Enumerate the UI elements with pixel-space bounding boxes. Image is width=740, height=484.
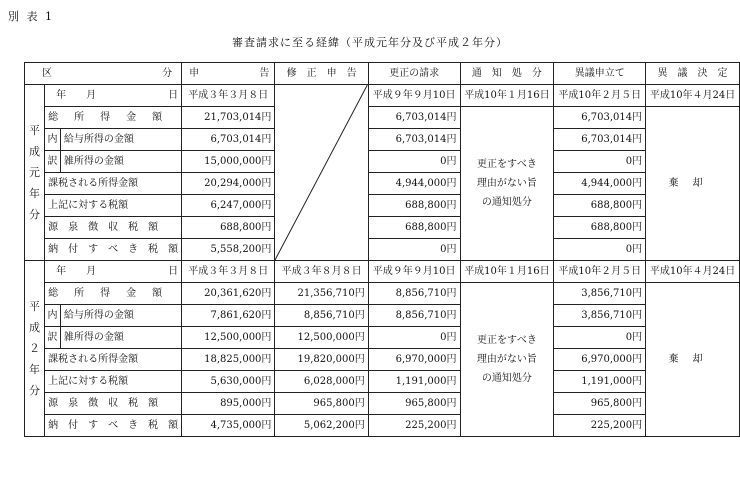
p2-shusei-tax: 6,028,000円	[275, 371, 368, 393]
header-row	[25, 63, 740, 85]
p2-withholding-label: 源 泉 徴 収 税 額	[45, 393, 182, 415]
p2-shinkoku-misc: 12,500,000円	[182, 327, 275, 349]
p1-shinkoku-tax: 6,247,000円	[182, 195, 275, 217]
p1-kousei-salary: 6,703,014円	[368, 129, 460, 151]
p2-period-label: 平 成 ２ 年 分	[25, 261, 45, 437]
p1-payable-label: 納 付 す べ き 税 額	[45, 239, 182, 261]
p2-salary-row	[25, 305, 740, 327]
p1-date-label: 年 月 日	[45, 85, 182, 107]
p2-kousei-withholding: 965,800円	[368, 393, 460, 415]
header-kubun	[25, 63, 182, 85]
p1-payable-row	[25, 239, 740, 261]
p2-shusei-date: 平成３年８月８日	[275, 261, 368, 283]
p1-salary-label: 給与所得の金額	[60, 129, 181, 151]
p2-igi-date: 平成10年２月５日	[554, 261, 646, 283]
p1-kousei-withholding: 688,800円	[368, 217, 460, 239]
p2-kettei-date: 平成10年４月24日	[646, 261, 740, 283]
header-tsuchi: 通 知 処 分	[460, 63, 554, 85]
p1-kousei-payable: 0円	[368, 239, 460, 261]
p1-total-income-row	[25, 107, 740, 129]
p2-notice: 更正をすべき 理由がない旨 の通知処分	[460, 283, 554, 437]
p2-total-income-label: 総 所 得 金 額	[45, 283, 182, 305]
header-igi: 異議申立て	[554, 63, 646, 85]
p1-kousei-total: 6,703,014円	[368, 107, 460, 129]
history-table	[24, 62, 740, 437]
p2-taxable-row	[25, 349, 740, 371]
p2-tsuchi-date: 平成10年１月16日	[460, 261, 554, 283]
p1-kettei-date: 平成10年４月24日	[646, 85, 740, 107]
p2-shusei-total: 21,356,710円	[275, 283, 368, 305]
p2-shinkoku-date: 平成３年３月８日	[182, 261, 275, 283]
p1-shinkoku-withholding: 688,800円	[182, 217, 275, 239]
p1-tax-row	[25, 195, 740, 217]
p2-date-label: 年 月 日	[45, 261, 182, 283]
p2-misc-row	[25, 327, 740, 349]
p1-shusei-blank	[275, 85, 368, 261]
p2-kousei-tax: 1,191,000円	[368, 371, 460, 393]
p1-shinkoku-date: 平成３年３月８日	[182, 85, 275, 107]
p2-igi-tax: 1,191,000円	[554, 371, 646, 393]
p2-payable-label: 納 付 す べ き 税 額	[45, 415, 182, 437]
p2-kousei-salary: 8,856,710円	[368, 305, 460, 327]
p1-taxable-row	[25, 173, 740, 195]
p2-kousei-total: 8,856,710円	[368, 283, 460, 305]
header-shinkoku-left: 申	[189, 67, 200, 79]
p1-shinkoku-misc: 15,000,000円	[182, 151, 275, 173]
p1-date-row	[25, 85, 740, 107]
p1-igi-date: 平成10年２月５日	[554, 85, 646, 107]
p1-total-income-label: 総 所 得 金 額	[45, 107, 182, 129]
header-kubun-left: 区	[42, 67, 52, 79]
p1-kousei-tax: 688,800円	[368, 195, 460, 217]
p2-shinkoku-salary: 7,861,620円	[182, 305, 275, 327]
p2-date-row	[25, 261, 740, 283]
p2-igi-misc: 0円	[554, 327, 646, 349]
p1-igi-salary: 6,703,014円	[554, 129, 646, 151]
p1-withholding-label: 源 泉 徴 収 税 額	[45, 217, 182, 239]
p2-kousei-taxable: 6,970,000円	[368, 349, 460, 371]
header-shusei: 修 正 申 告	[275, 63, 368, 85]
p1-tsuchi-date: 平成10年１月16日	[460, 85, 554, 107]
p2-shinkoku-taxable: 18,825,000円	[182, 349, 275, 371]
p2-withholding-row	[25, 393, 740, 415]
p2-tax-row	[25, 371, 740, 393]
p1-igi-tax: 688,800円	[554, 195, 646, 217]
p1-misc-row	[25, 151, 740, 173]
p1-taxable-label: 課税される所得金額	[45, 173, 182, 195]
p2-salary-label: 給与所得の金額	[60, 305, 181, 327]
p2-taxable-label: 課税される所得金額	[45, 349, 182, 371]
header-kettei: 異 議 決 定	[646, 63, 740, 85]
p1-igi-withholding: 688,800円	[554, 217, 646, 239]
p1-salary-row	[25, 129, 740, 151]
p2-igi-salary: 3,856,710円	[554, 305, 646, 327]
p2-shinkoku-withholding: 895,000円	[182, 393, 275, 415]
p2-shusei-salary: 8,856,710円	[275, 305, 368, 327]
p2-igi-withholding: 965,800円	[554, 393, 646, 415]
p1-kousei-misc: 0円	[368, 151, 460, 173]
p2-igi-total: 3,856,710円	[554, 283, 646, 305]
p1-notice: 更正をすべき 理由がない旨 の通知処分	[460, 107, 554, 261]
p2-misc-label: 雑所得の金額	[60, 327, 181, 349]
p2-uchi: 内	[45, 305, 61, 327]
p1-shinkoku-total: 21,703,014円	[182, 107, 275, 129]
p1-igi-payable: 0円	[554, 239, 646, 261]
p1-igi-total: 6,703,014円	[554, 107, 646, 129]
p2-shusei-taxable: 19,820,000円	[275, 349, 368, 371]
p1-shinkoku-salary: 6,703,014円	[182, 129, 275, 151]
p2-kousei-date: 平成９年９月10日	[368, 261, 460, 283]
header-kousei: 更正の請求	[368, 63, 460, 85]
p1-kousei-taxable: 4,944,000円	[368, 173, 460, 195]
p2-kousei-payable: 225,200円	[368, 415, 460, 437]
diagonal-line	[275, 85, 367, 260]
header-kubun-right: 分	[162, 67, 173, 79]
p2-igi-taxable: 6,970,000円	[554, 349, 646, 371]
p2-shusei-misc: 12,500,000円	[275, 327, 368, 349]
appendix-label: 別 表 1	[8, 10, 54, 23]
p1-tax-label: 上記に対する税額	[45, 195, 182, 217]
p2-tax-label: 上記に対する税額	[45, 371, 182, 393]
p2-shinkoku-total: 20,361,620円	[182, 283, 275, 305]
p1-period-label: 平 成 元 年 分	[25, 85, 45, 261]
p2-shusei-withholding: 965,800円	[275, 393, 368, 415]
p1-ruling: 棄却	[646, 107, 740, 261]
p2-shusei-payable: 5,062,200円	[275, 415, 368, 437]
p2-kousei-misc: 0円	[368, 327, 460, 349]
header-shinkoku-right: 告	[259, 67, 270, 79]
p1-wake: 訳	[45, 151, 61, 173]
p1-igi-taxable: 4,944,000円	[554, 173, 646, 195]
p1-misc-label: 雑所得の金額	[60, 151, 181, 173]
p2-total-income-row	[25, 283, 740, 305]
p2-wake: 訳	[45, 327, 61, 349]
p2-payable-row	[25, 415, 740, 437]
document-title: 審査請求に至る経緯（平成元年分及び平成２年分）	[232, 36, 508, 49]
p2-shinkoku-tax: 5,630,000円	[182, 371, 275, 393]
p1-withholding-row	[25, 217, 740, 239]
p2-ruling: 棄却	[646, 283, 740, 437]
p1-shinkoku-payable: 5,558,200円	[182, 239, 275, 261]
p2-igi-payable: 225,200円	[554, 415, 646, 437]
p2-shinkoku-payable: 4,735,000円	[182, 415, 275, 437]
p1-shinkoku-taxable: 20,294,000円	[182, 173, 275, 195]
header-shinkoku	[182, 63, 275, 85]
p1-igi-misc: 0円	[554, 151, 646, 173]
p1-uchi: 内	[45, 129, 61, 151]
p1-kousei-date: 平成９年９月10日	[368, 85, 460, 107]
